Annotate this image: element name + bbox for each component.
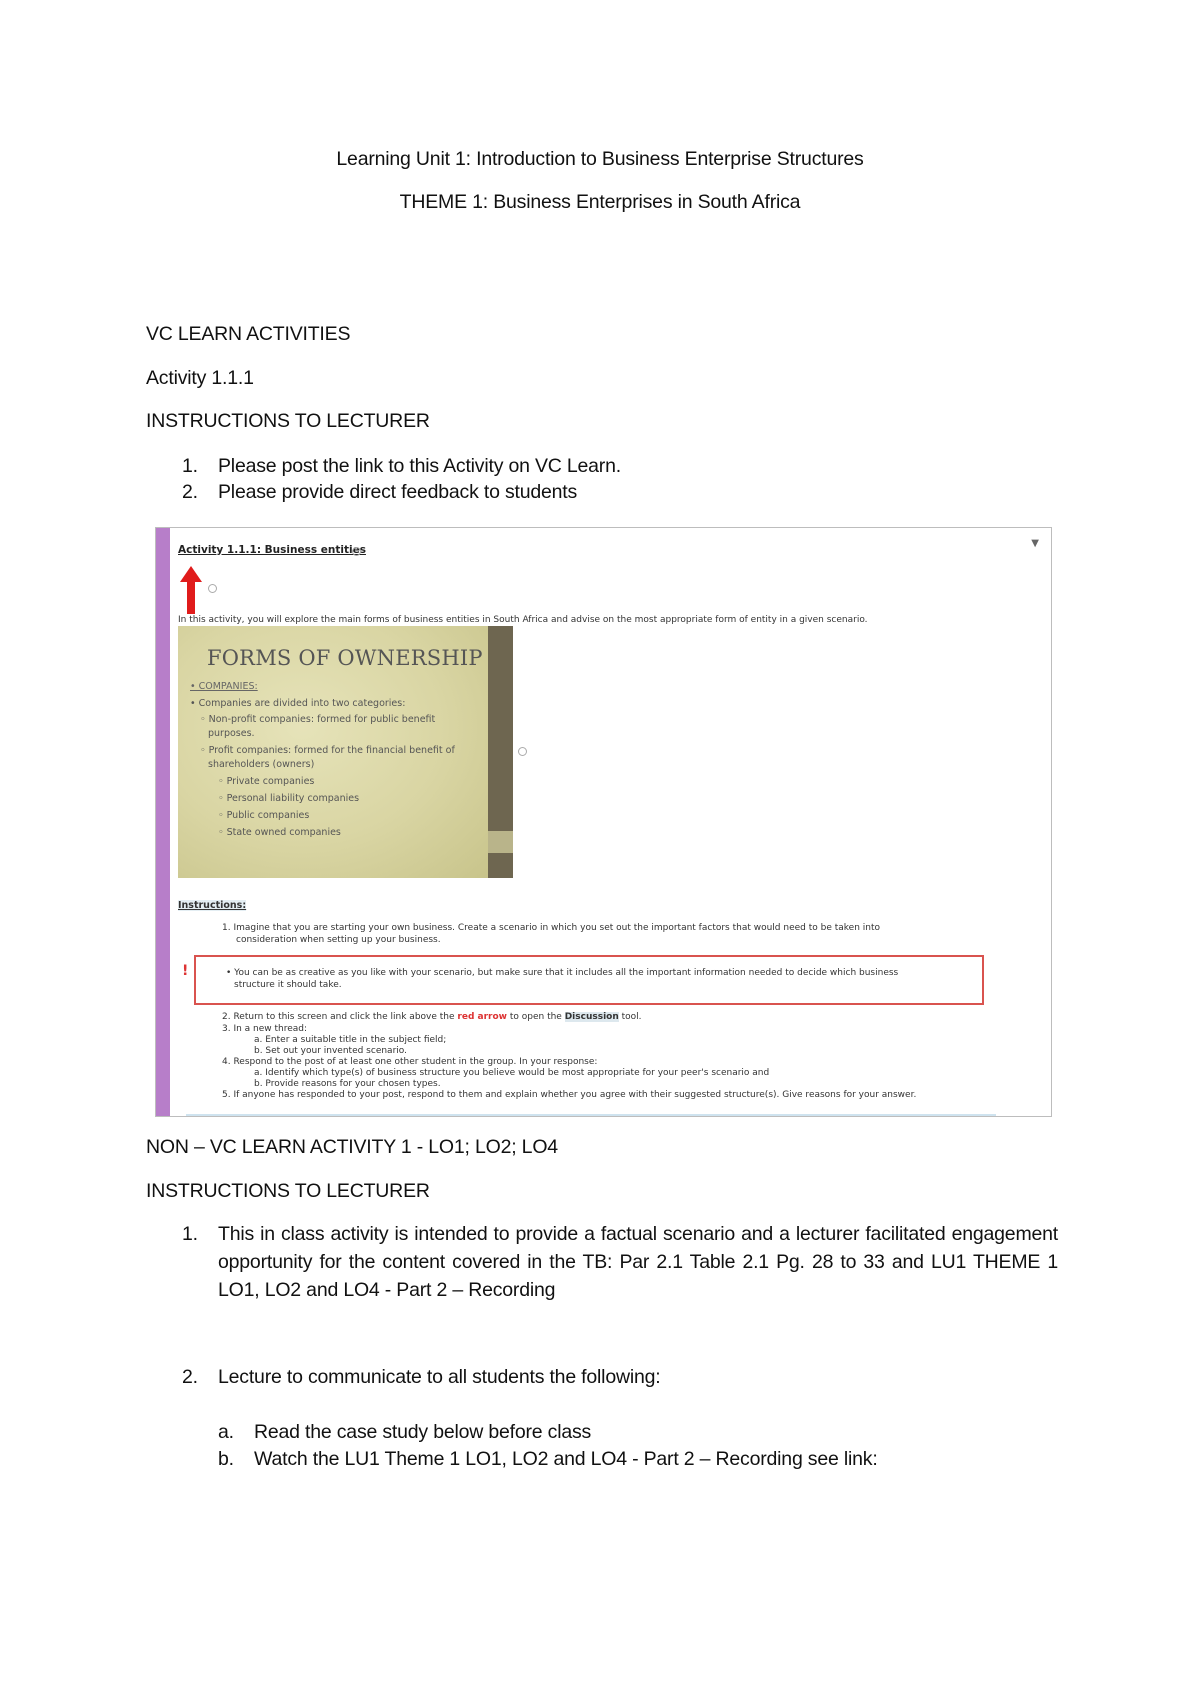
step-5: 5. If anyone has responded to your post, respond to them and explain whether you agree with their suggested structure(s). Give reasons for your answer.	[222, 1090, 917, 1100]
red-arrow-icon	[180, 566, 202, 614]
list-text: Read the case study below before class	[254, 1421, 592, 1443]
activity-intro: In this activity, you will explore the main forms of business entities in South Africa and advise on the most appropriate form of entity in a given scenario.	[178, 615, 868, 625]
list-number: 1.	[182, 1223, 198, 1245]
vc-learn-heading: VC LEARN ACTIVITIES	[146, 323, 351, 345]
step-3a: a. Enter a suitable title in the subject field;	[254, 1035, 447, 1045]
list-text: Please post the link to this Activity on VC Learn.	[218, 455, 621, 477]
instructions-heading-2: INSTRUCTIONS TO LECTURER	[146, 1180, 430, 1202]
step-2: 2. Return to this screen and click the link above the red arrow to open the Discussion tool.	[222, 1012, 642, 1022]
list-number: 2.	[182, 1366, 198, 1388]
non-vc-learn-heading: NON – VC LEARN ACTIVITY 1 - LO1; LO2; LO4	[146, 1136, 558, 1158]
discussion-ref: Discussion	[564, 1012, 619, 1022]
slide-title: FORMS OF OWNERSHIP	[207, 646, 483, 670]
slide-line: ◦ State owned companies	[218, 827, 341, 838]
list-text: Lecture to communicate to all students the following:	[218, 1366, 661, 1388]
slide-line: • Companies are divided into two categories:	[190, 698, 406, 709]
activity-label: Activity 1.1.1	[146, 367, 254, 389]
slide-line: ◦ Personal liability companies	[218, 793, 360, 804]
list-text: Watch the LU1 Theme 1 LO1, LO2 and LO4 - Part 2 – Recording see link:	[254, 1448, 878, 1470]
list-number: 1.	[182, 455, 198, 477]
step-1: 1. Imagine that you are starting your own business. Create a scenario in which you set out the important factors that would need to be taken into	[222, 923, 881, 933]
warning-icon: !	[182, 963, 189, 979]
list-number: 2.	[182, 481, 198, 503]
red-arrow-ref: red arrow	[457, 1012, 507, 1022]
step-1-cont: consideration when setting up your business.	[236, 935, 441, 945]
slide-line: purposes.	[208, 728, 255, 739]
step-4: 4. Respond to the post of at least one other student in the group. In your response:	[222, 1057, 598, 1067]
accent-bar	[156, 528, 170, 1116]
edit-icon[interactable]	[518, 747, 527, 756]
warning-text-cont: structure it should take.	[234, 980, 342, 990]
edit-icon[interactable]	[208, 584, 217, 593]
vc-learn-screenshot	[155, 527, 1052, 1117]
step-3: 3. In a new thread:	[222, 1024, 308, 1034]
slide-line: shareholders (owners)	[208, 759, 315, 770]
activity-description: This in class activity is intended to provide a factual scenario and a lecturer facilitated engagement opportunity for the content covered in the TB: Par 2.1 Table 2.1 Pg. 28 to 33 and LU1 THEME 1 LO1, LO2 and LO4 - Part 2 – Recording	[218, 1223, 1058, 1301]
slide-line: • COMPANIES:	[190, 681, 258, 692]
forms-of-ownership-slide	[178, 626, 513, 878]
list-text: Please provide direct feedback to students	[218, 481, 578, 503]
step-3b: b. Set out your invented scenario.	[254, 1046, 407, 1056]
list-letter: a.	[218, 1421, 234, 1443]
lecturer-instruction-list	[182, 455, 982, 511]
edit-icon[interactable]	[352, 547, 361, 556]
slide-line: ◦ Profit companies: formed for the financial benefit of	[200, 745, 455, 756]
step-4a: a. Identify which type(s) of business structure you believe would be most appropriate for your peer's scenario and	[254, 1068, 770, 1078]
instructions-label: Instructions:	[178, 900, 247, 911]
list-item	[182, 455, 982, 481]
warning-text: • You can be as creative as you like with your scenario, but make sure that it includes all the important information needed to decide which business	[226, 968, 899, 978]
step-4b: b. Provide reasons for your chosen types.	[254, 1079, 441, 1089]
unit-title: Learning Unit 1: Introduction to Business Enterprise Structures	[336, 148, 864, 170]
chevron-down-icon[interactable]: ▼	[1031, 538, 1039, 549]
list-letter: b.	[218, 1448, 234, 1470]
list-item	[182, 481, 982, 507]
slide-line: ◦ Private companies	[218, 776, 315, 787]
slide-line: ◦ Non-profit companies: formed for public benefit	[200, 714, 436, 725]
slide-line: ◦ Public companies	[218, 810, 310, 821]
theme-title: THEME 1: Business Enterprises in South Africa	[399, 191, 801, 213]
activity-title-link[interactable]: Activity 1.1.1: Business entities	[178, 544, 366, 556]
instructions-heading: INSTRUCTIONS TO LECTURER	[146, 410, 430, 432]
